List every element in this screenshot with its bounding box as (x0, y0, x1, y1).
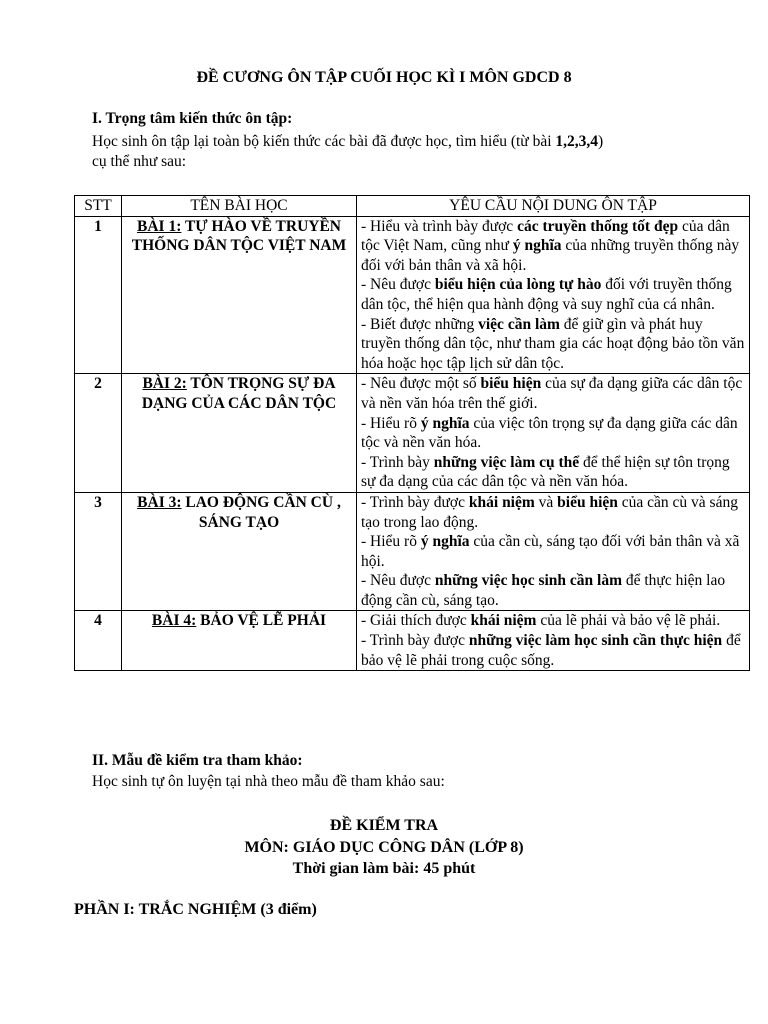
part1-heading: PHẦN I: TRẮC NGHIỆM (3 điểm) (74, 901, 317, 918)
intro-line2: cụ thể như sau: (92, 153, 187, 170)
row-lesson (122, 216, 357, 374)
requirement-keyword: những việc làm cụ thể (433, 453, 580, 471)
requirement-text: - Nêu được (361, 276, 435, 294)
requirement-text: - Giải thích được (361, 612, 471, 630)
header-requirements: YÊU CẦU NỘI DUNG ÔN TẬP (357, 196, 750, 217)
requirement-keyword: khái niệm (468, 493, 535, 511)
requirement-text: của dân tộc Việt Nam, cũng như (361, 217, 730, 255)
requirement-text: của cần cù và sáng tạo trong lao động. (361, 493, 738, 531)
intro-suffix: ) (598, 133, 604, 150)
requirement-item (361, 315, 745, 374)
requirement-text: - Trình bày được (361, 632, 469, 650)
requirement-item (361, 275, 745, 314)
exam-subject: MÔN: GIÁO DỤC CÔNG DÂN (LỚP 8) (244, 838, 524, 856)
requirement-text: và (534, 493, 558, 511)
requirement-keyword: việc cần làm (478, 315, 560, 333)
requirement-text: đối với truyền thống dân tộc, thể hiện qua hành động và suy nghĩ của cá nhân. (361, 276, 732, 313)
requirement-item (361, 453, 745, 492)
lesson-code: BÀI 1: (137, 217, 182, 235)
lesson-name: TỰ HÀO VỀ TRUYỀN THỐNG DÂN TỘC VIỆT NAM (131, 217, 347, 255)
requirement-text: của cần cù, sáng tạo đối với bản thân và xã hội. (361, 533, 740, 570)
requirement-text: - Nêu được (361, 572, 435, 590)
requirement-keyword: ý nghĩa (512, 237, 562, 255)
exam-duration: Thời gian làm bài: 45 phút (292, 860, 476, 877)
exam-header (0, 815, 768, 880)
requirement-item (361, 631, 745, 670)
requirement-text: của lẽ phải và bảo vệ lẽ phải. (536, 612, 721, 630)
requirement-text: - Hiểu và trình bày được (361, 217, 518, 235)
lesson-code: BÀI 2: (142, 375, 187, 393)
section1-intro (92, 132, 732, 172)
syllabus-table (74, 195, 750, 671)
requirement-keyword: những việc học sinh cần làm (434, 572, 622, 590)
requirement-text: - Hiểu rõ (361, 533, 421, 551)
requirement-keyword: ý nghĩa (420, 414, 470, 432)
requirement-text: để thực hiện lao động cần cù, sáng tạo. (361, 572, 726, 609)
requirement-item (361, 374, 745, 413)
requirement-text: của việc tôn trọng sự đa dạng giữa các dân tộc và nền văn hóa. (361, 414, 738, 452)
requirement-text: để giữ gìn và phát huy truyền thống dân tộc, như tham gia các hoạt động bảo tồn văn hóa hoặc học tập lịch sử dân tộc. (361, 315, 745, 372)
requirement-text: để bảo vệ lẽ phải trong cuộc sống. (361, 632, 741, 669)
requirement-item (361, 217, 745, 276)
requirement-item (361, 611, 745, 631)
header-lesson: TÊN BÀI HỌC (122, 196, 357, 217)
requirement-text: của những truyền thống này đối với bản thân và xã hội. (361, 237, 740, 274)
requirement-text: - Nêu được một số (361, 375, 481, 393)
lesson-code: BÀI 4: (151, 612, 197, 630)
requirement-text: - Trình bày được (361, 493, 469, 511)
row-requirements (357, 611, 750, 671)
requirement-keyword: biểu hiện của lòng tự hào (434, 276, 602, 294)
row-stt: 3 (75, 492, 122, 611)
lesson-code: BÀI 3: (137, 493, 182, 511)
requirement-keyword: ý nghĩa (420, 533, 470, 551)
table-row (75, 611, 750, 671)
section2-desc: Học sinh tự ôn luyện tại nhà theo mẫu đề tham khảo sau: (92, 773, 445, 790)
intro-lessons: 1,2,3,4 (555, 133, 599, 150)
row-lesson (122, 611, 357, 671)
row-lesson (122, 374, 357, 493)
lesson-name: BẢO VỆ LẼ PHẢI (196, 612, 327, 630)
table-row (75, 492, 750, 611)
table-row (75, 374, 750, 493)
requirement-text: - Hiểu rõ (361, 414, 421, 432)
requirement-text: - Trình bày (361, 453, 434, 471)
table-row (75, 216, 750, 374)
lesson-name: LAO ĐỘNG CẦN CÙ , SÁNG TẠO (181, 493, 341, 531)
section1-heading: I. Trọng tâm kiến thức ôn tập: (92, 110, 293, 127)
requirement-text: để thể hiện sự tôn trọng sự đa dạng của các dân tộc và nền văn hóa. (361, 453, 730, 491)
requirement-item (361, 532, 745, 571)
exam-title: ĐỀ KIỂM TRA (329, 817, 439, 834)
requirement-keyword: các truyền thống tốt đẹp (517, 217, 679, 235)
row-requirements (357, 492, 750, 611)
section2-heading: II. Mẫu đề kiểm tra tham khảo: (92, 752, 303, 769)
lesson-name: TÔN TRỌNG SỰ ĐA DẠNG CỦA CÁC DÂN TỘC (141, 375, 337, 412)
row-lesson (122, 492, 357, 611)
requirement-keyword: khái niệm (470, 612, 537, 630)
row-stt: 4 (75, 611, 122, 671)
requirement-item (361, 571, 745, 610)
requirement-keyword: biểu hiện (557, 493, 618, 511)
requirement-item (361, 414, 745, 453)
row-stt: 1 (75, 216, 122, 374)
requirement-keyword: những việc làm học sinh cần thực hiện (468, 632, 723, 650)
row-requirements (357, 216, 750, 374)
document-title: ĐỀ CƯƠNG ÔN TẬP CUỐI HỌC KÌ I MÔN GDCD 8 (196, 69, 572, 86)
row-stt: 2 (75, 374, 122, 493)
row-requirements (357, 374, 750, 493)
intro-prefix: Học sinh ôn tập lại toàn bộ kiến thức các bài đã được học, tìm hiểu (từ bài (92, 133, 556, 150)
requirement-text: của sự đa dạng giữa các dân tộc và nền văn hóa trên thế giới. (361, 375, 743, 412)
header-stt: STT (75, 196, 122, 217)
requirement-text: - Biết được những (361, 315, 479, 333)
requirement-item (361, 493, 745, 532)
requirement-keyword: biểu hiện (480, 375, 542, 393)
table-header-row (75, 196, 750, 217)
